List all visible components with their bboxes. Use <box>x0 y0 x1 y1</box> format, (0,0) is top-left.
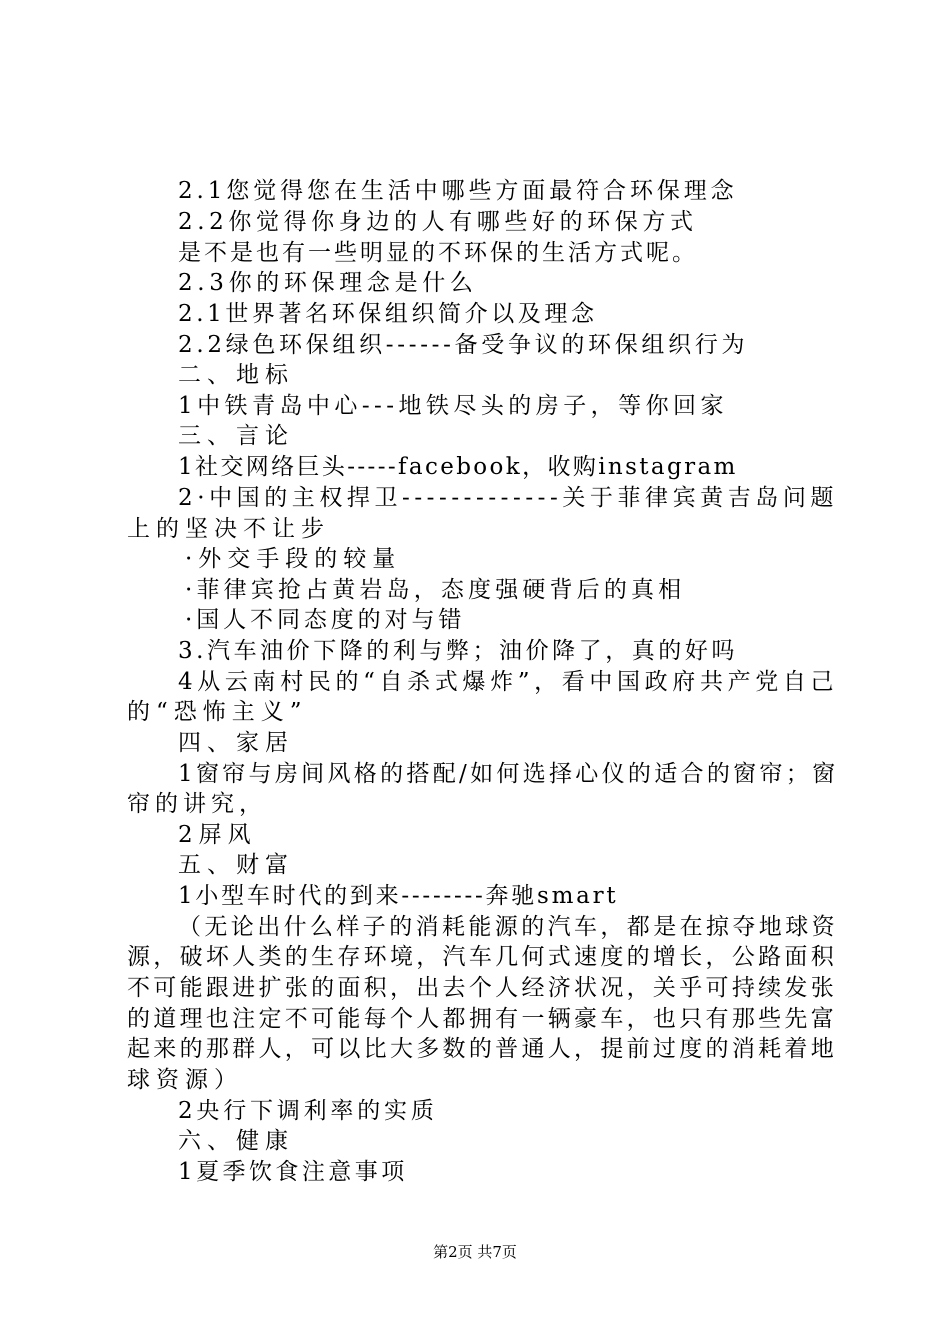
section-heading: 三、言论 <box>178 423 294 449</box>
text-line: 2屏风 <box>178 822 257 848</box>
text-line: 2.3你的环保理念是什么 <box>178 270 478 296</box>
text-line: 1小型车时代的到来--------奔驰smart <box>178 883 619 909</box>
text-line: 帘的讲究， <box>127 791 267 817</box>
text-line: 起来的那群人，可以比大多数的普通人，提前过度的消耗着地 <box>127 1036 837 1062</box>
section-heading: 二、地标 <box>178 362 294 388</box>
text-line: 球资源） <box>127 1067 243 1093</box>
text-line: 2·中国的主权捍卫-------------关于菲律宾黄吉岛问题 <box>178 485 838 511</box>
section-heading: 六、健康 <box>178 1128 294 1154</box>
text-line: 2.1世界著名环保组织简介以及理念 <box>178 301 598 327</box>
text-line: 2.2你觉得你身边的人有哪些好的环保方式 <box>178 209 698 235</box>
text-line: 不可能跟进扩张的面积，出去个人经济状况，关乎可持续发张 <box>127 975 837 1001</box>
text-line: 1社交网络巨头-----facebook，收购instagram <box>178 454 738 480</box>
text-line: 1窗帘与房间风格的搭配/如何选择心仪的适合的窗帘；窗 <box>178 761 839 787</box>
text-line: 上的坚决不让步 <box>127 516 330 542</box>
text-line: 1夏季饮食注意事项 <box>178 1159 408 1185</box>
text-line: 的道理也注定不可能每个人都拥有一辆豪车，也只有那些先富 <box>127 1006 837 1032</box>
text-line: 3.汽车油价下降的利与弊；油价降了，真的好吗 <box>178 638 738 664</box>
text-line: 1中铁青岛中心---地铁尽头的房子，等你回家 <box>178 393 728 419</box>
text-line: 4从云南村民的“自杀式爆炸”，看中国政府共产党自己 <box>178 669 839 695</box>
text-line: 2.1您觉得您在生活中哪些方面最符合环保理念 <box>178 178 738 204</box>
page-number-footer: 第2页 共7页 <box>433 1243 517 1261</box>
section-heading: 四、家居 <box>178 730 294 756</box>
text-line: （无论出什么样子的消耗能源的汽车，都是在掠夺地球资 <box>178 914 838 940</box>
bullet-item: ·菲律宾抢占黄岩岛，态度强硬背后的真相 <box>185 577 686 603</box>
text-line: 的“恐怖主义” <box>127 699 308 725</box>
text-line: 2.2绿色环保组织------备受争议的环保组织行为 <box>178 332 749 358</box>
text-line: 2央行下调利率的实质 <box>178 1098 438 1124</box>
text-line: 源，破坏人类的生存环境，汽车几何式速度的增长，公路面积 <box>127 944 837 970</box>
bullet-item: ·外交手段的较量 <box>185 546 402 572</box>
section-heading: 五、财富 <box>178 852 294 878</box>
bullet-item: ·国人不同态度的对与错 <box>185 607 466 633</box>
text-line: 是不是也有一些明显的不环保的生活方式呢。 <box>178 240 698 266</box>
